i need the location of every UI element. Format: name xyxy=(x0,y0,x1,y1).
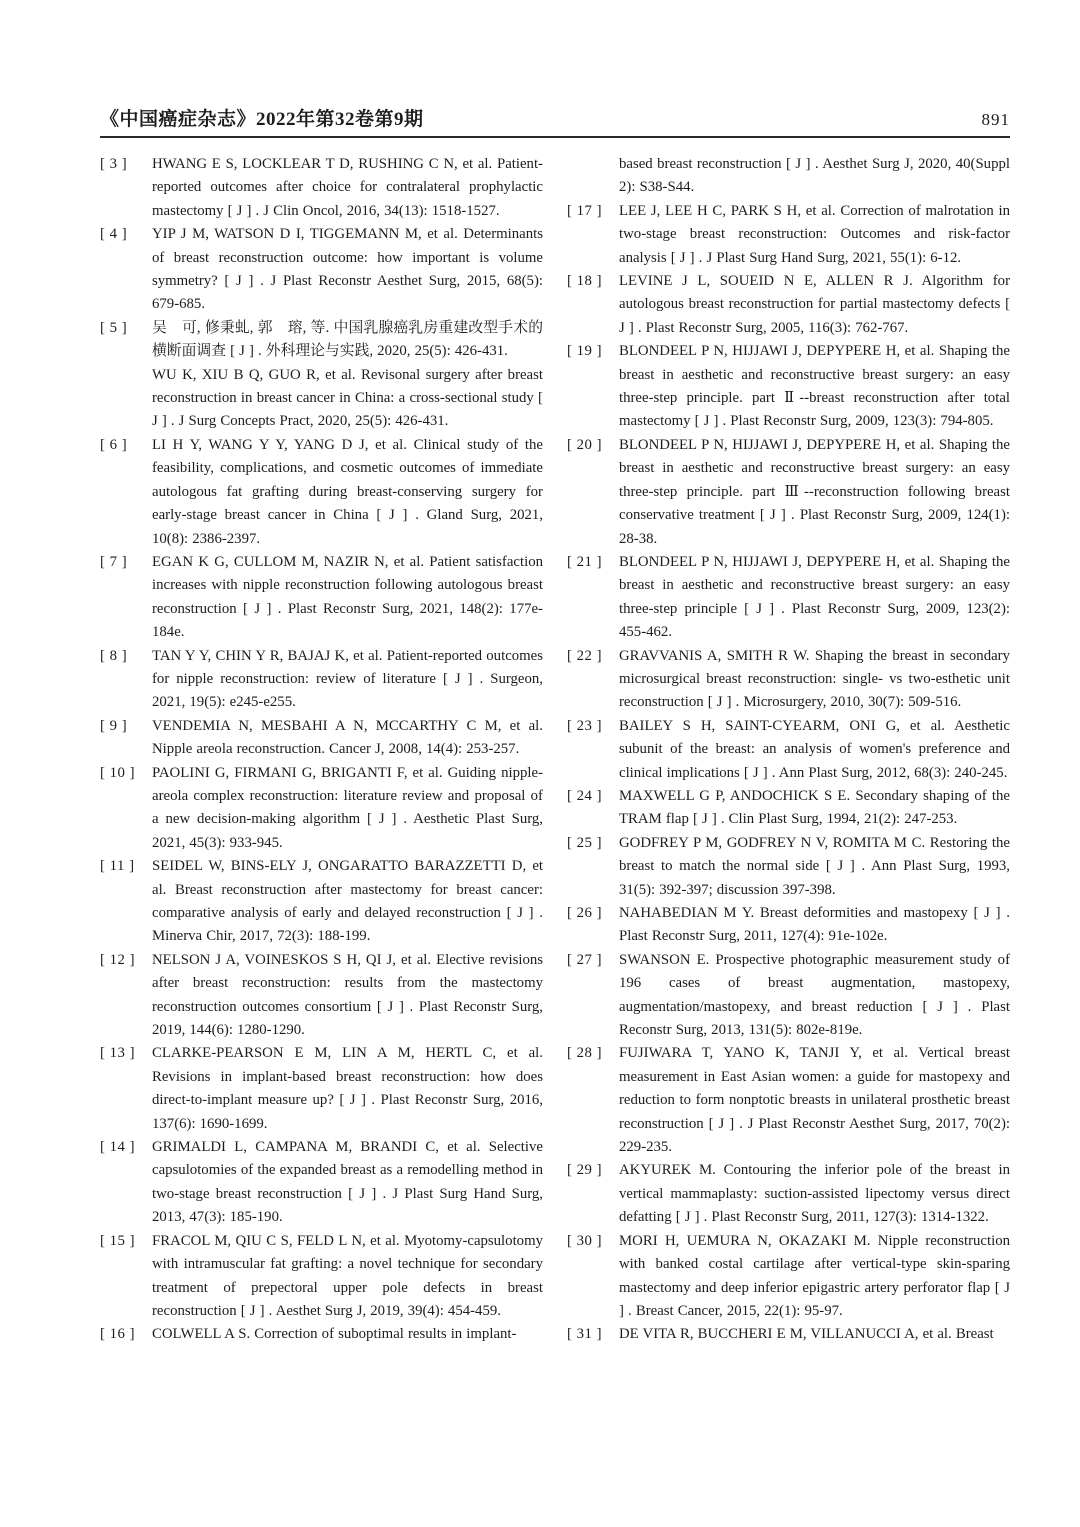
reference-item xyxy=(567,1042,1010,1159)
reference-text: TAN Y Y, CHIN Y R, BAJAJ K, et al. Patient-reported outcomes for nipple reconstruction: review of literature [ J ] . Surgeon, 2021, 19(5): e245-e255. xyxy=(152,647,543,711)
reference-number: [ 4 ] xyxy=(100,226,128,243)
reference-number: [ 10 ] xyxy=(100,764,136,781)
reference-item xyxy=(567,1323,1010,1346)
reference-number: [ 22 ] xyxy=(567,647,603,664)
reference-text: BLONDEEL P N, HIJJAWI J, DEPYPERE H, et al. Shaping the breast in aesthetic and reconstructive breast surgery: an easy three-step principle [ J ] . Plast Reconstr Surg, 2009, 123(2): 455-462. xyxy=(619,553,1010,641)
reference-number: [ 23 ] xyxy=(567,717,603,734)
reference-item xyxy=(100,1042,543,1136)
reference-item xyxy=(100,1230,543,1324)
reference-number: [ 14 ] xyxy=(100,1139,136,1156)
reference-item xyxy=(567,153,1010,200)
reference-item xyxy=(100,1323,543,1346)
reference-text: LEVINE J L, SOUEID N E, ALLEN R J. Algorithm for autologous breast reconstruction for partial mastectomy defects [ J ] . Plast Reconstr Surg, 2005, 116(3): 762-767. xyxy=(619,273,1010,336)
reference-item xyxy=(100,762,543,856)
reference-number: [ 13 ] xyxy=(100,1045,136,1062)
reference-number xyxy=(567,153,619,200)
reference-number: [ 16 ] xyxy=(100,1326,136,1343)
reference-text: EGAN K G, CULLOM M, NAZIR N, et al. Patient satisfaction increases with nipple reconstruction following autologous breast reconstruction [ J ] . Plast Reconstr Surg, 2021, 148(2): 177e-184e. xyxy=(152,553,543,641)
reference-text: AKYUREK M. Contouring the inferior pole of the breast in vertical mammaplasty: suction-assisted lipectomy versus direct defatting [ J ] . Plast Reconstr Surg, 2011, 127(3): 1314-1322. xyxy=(619,1162,1010,1226)
reference-item xyxy=(100,364,543,434)
reference-number: [ 7 ] xyxy=(100,553,128,570)
reference-item xyxy=(100,153,543,223)
reference-text: LEE J, LEE H C, PARK S H, et al. Correction of malrotation in two-stage breast reconstruction: Outcomes and risk-factor analysis [ J ] . J Plast Surg Hand Surg, 2021, 55(1): 6-12. xyxy=(619,202,1010,266)
reference-text: BLONDEEL P N, HIJJAWI J, DEPYPERE H, et al. Shaping the breast in aesthetic and reconstructive breast surgery: an easy three-step principle. part Ⅱ--breast reconstruction after total mastectomy [ J ] . Plast Reconstr Surg, 2009, 123(3): 794-805. xyxy=(619,343,1010,430)
reference-number: [ 9 ] xyxy=(100,717,128,734)
reference-number: [ 27 ] xyxy=(567,951,603,968)
reference-item xyxy=(567,434,1010,551)
reference-item xyxy=(567,1159,1010,1229)
reference-text: YIP J M, WATSON D I, TIGGEMANN M, et al. Determinants of breast reconstruction outcome: how important is volume symmetry? [ J ] . J Plast Reconstr Aesthet Surg, 2015, 68(5): 679-685. xyxy=(152,226,543,313)
reference-number: [ 3 ] xyxy=(100,156,128,172)
reference-item xyxy=(567,645,1010,715)
reference-number: [ 5 ] xyxy=(100,319,128,336)
reference-text: BAILEY S H, SAINT-CYEARM, ONI G, et al. Aesthetic subunit of the breast: an analysis of women's preference and clinical implications [ J ] . Ann Plast Surg, 2012, 68(3): 240-245. xyxy=(619,717,1010,781)
reference-number: [ 20 ] xyxy=(567,436,603,453)
reference-item xyxy=(100,715,543,762)
reference-text: PAOLINI G, FIRMANI G, BRIGANTI F, et al. Guiding nipple-areola complex reconstruction: literature review and proposal of a new decision-making algorithm [ J ] . Aesthetic Plast Surg, 2021, 45(3): 933-945. xyxy=(152,764,543,851)
reference-number: [ 28 ] xyxy=(567,1045,603,1062)
references-column-right xyxy=(567,153,1010,1347)
reference-number: [ 18 ] xyxy=(567,273,603,290)
reference-text: GODFREY P M, GODFREY N V, ROMITA M C. Restoring the breast to match the normal side [ J ] . Ann Plast Surg, 1993, 31(5): 392-397; discussion 397-398. xyxy=(619,834,1010,898)
reference-number xyxy=(100,364,152,434)
page-number: 891 xyxy=(981,110,1010,129)
reference-number: [ 21 ] xyxy=(567,553,603,570)
reference-text: MAXWELL G P, ANDOCHICK S E. Secondary shaping of the TRAM flap [ J ] . Clin Plast Surg, 1994, 21(2): 247-253. xyxy=(619,787,1010,828)
reference-number: [ 24 ] xyxy=(567,787,603,804)
reference-text: DE VITA R, BUCCHERI E M, VILLANUCCI A, et al. Breast xyxy=(619,1326,994,1343)
page-header xyxy=(100,104,1010,138)
reference-text: VENDEMIA N, MESBAHI A N, MCCARTHY C M, et al. Nipple areola reconstruction. Cancer J, 2008, 14(4): 253-257. xyxy=(152,717,543,758)
reference-text: CLARKE-PEARSON E M, LIN A M, HERTL C, et al. Revisions in implant-based breast reconstruction: how does direct-to-implant measure up? [ J ] . Plast Reconstr Surg, 2016, 137(6): 1690-1699. xyxy=(152,1045,543,1132)
reference-text: LI H Y, WANG Y Y, YANG D J, et al. Clinical study of the feasibility, complications, and cosmetic outcomes of immediate autologous fat grafting during breast-conserving surgery for early-stage breast cancer in China [ J ] . Gland Surg, 2021, 10(8): 2386-2397. xyxy=(152,436,543,547)
reference-item xyxy=(100,855,543,949)
reference-number: [ 25 ] xyxy=(567,834,603,851)
reference-item xyxy=(100,645,543,715)
reference-item xyxy=(100,434,543,551)
reference-text: COLWELL A S. Correction of suboptimal results in implant- xyxy=(152,1326,517,1343)
reference-number: [ 15 ] xyxy=(100,1232,136,1249)
reference-text: SEIDEL W, BINS-ELY J, ONGARATTO BARAZZETTI D, et al. Breast reconstruction after mastectomy for breast cancer: comparative analysis of early and delayed reconstruction [ J ] . Minerva Chir, 2017, 72(3): 188-199. xyxy=(152,858,543,945)
reference-item xyxy=(100,1136,543,1230)
reference-text: BLONDEEL P N, HIJJAWI J, DEPYPERE H, et al. Shaping the breast in aesthetic and reconstructive breast surgery: an easy three-step principle. part Ⅲ--reconstruction following breast conservative treatment [ J ] . Plast Reconstr Surg, 2009, 124(1): 28-38. xyxy=(619,436,1010,547)
reference-item xyxy=(100,317,543,364)
reference-number: [ 17 ] xyxy=(567,202,603,219)
reference-text: GRIMALDI L, CAMPANA M, BRANDI C, et al. Selective capsulotomies of the expanded breast as a remodelling method in two-stage breast reconstruction [ J ] . J Plast Surg Hand Surg, 2013, 47(3): 185-190. xyxy=(152,1139,543,1226)
reference-number: [ 30 ] xyxy=(567,1232,603,1249)
reference-item xyxy=(567,785,1010,832)
reference-item xyxy=(100,223,543,317)
reference-text: WU K, XIU B Q, GUO R, et al. Revisonal surgery after breast reconstruction in breast cancer in China: a cross-sectional study [ J ] . J Surg Concepts Pract, 2020, 25(5): 426-431. xyxy=(152,366,543,430)
reference-item xyxy=(100,551,543,645)
reference-text: based breast reconstruction [ J ] . Aesthet Surg J, 2020, 40(Suppl 2): S38-S44. xyxy=(619,156,1010,196)
reference-number: [ 29 ] xyxy=(567,1162,603,1179)
reference-text: MORI H, UEMURA N, OKAZAKI M. Nipple reconstruction with banked costal cartilage after vertical-type skin-sparing mastectomy and deep inferior epigastric artery perforator flap [ J ] . Breast Cancer, 2015, 22(1): 95-97. xyxy=(619,1232,1010,1319)
reference-text: NAHABEDIAN M Y. Breast deformities and mastopexy [ J ] . Plast Reconstr Surg, 2011, 127(4): 91e-102e. xyxy=(619,905,1010,945)
reference-item xyxy=(567,949,1010,1043)
reference-item xyxy=(100,949,543,1043)
reference-number: [ 11 ] xyxy=(100,858,135,875)
reference-item xyxy=(567,551,1010,645)
reference-number: [ 31 ] xyxy=(567,1326,603,1343)
reference-number: [ 26 ] xyxy=(567,905,603,921)
reference-number: [ 8 ] xyxy=(100,647,128,664)
reference-text: SWANSON E. Prospective photographic measurement study of 196 cases of breast augmentation, mastopexy, augmentation/mastopexy, and breast reduction [ J ] . Plast Reconstr Surg, 2013, 131(5): 802e-819e. xyxy=(619,951,1010,1039)
reference-text: 吴 可, 修秉虬, 郭 瑢, 等. 中国乳腺癌乳房重建改型手术的横断面调查 [ J ] . 外科理论与实践, 2020, 25(5): 426-431. xyxy=(152,319,543,360)
reference-number: [ 19 ] xyxy=(567,343,603,360)
reference-item xyxy=(567,832,1010,902)
reference-number: [ 12 ] xyxy=(100,951,136,968)
reference-text: HWANG E S, LOCKLEAR T D, RUSHING C N, et al. Patient-reported outcomes after choice for contralateral prophylactic mastectomy [ J ] . J Clin Oncol, 2016, 34(13): 1518-1527. xyxy=(152,156,543,219)
reference-item xyxy=(567,1230,1010,1324)
references-column-left xyxy=(100,153,543,1347)
reference-item xyxy=(567,270,1010,340)
references-section xyxy=(100,153,1010,1347)
reference-text: FUJIWARA T, YANO K, TANJI Y, et al. Vertical breast measurement in East Asian women: a guide for mastopexy and reduction to form nonptotic breasts in unilateral prosthetic breast reconstruction [ J ] . J Plast Reconstr Aesthet Surg, 2017, 70(2): 229-235. xyxy=(619,1045,1010,1156)
reference-text: GRAVVANIS A, SMITH R W. Shaping the breast in secondary microsurgical breast reconstruction: single- vs two-esthetic unit reconstruction [ J ] . Microsurgery, 2010, 30(7): 509-516. xyxy=(619,647,1010,711)
reference-item xyxy=(567,200,1010,270)
reference-text: NELSON J A, VOINESKOS S H, QI J, et al. Elective revisions after breast reconstruction: results from the mastectomy reconstruction outcomes consortium [ J ] . Plast Reconstr Surg, 2019, 144(6): 1280-1290. xyxy=(152,951,543,1039)
reference-text: FRACOL M, QIU C S, FELD L N, et al. Myotomy-capsulotomy with intramuscular fat grafting: a novel technique for secondary treatment of prepectoral upper pole defects in breast reconstruction [ J ] . Aesthet Surg J, 2019, 39(4): 454-459. xyxy=(152,1232,543,1319)
reference-item xyxy=(567,715,1010,785)
reference-number: [ 6 ] xyxy=(100,436,128,453)
journal-title: 《中国癌症杂志》2022年第32卷第9期 xyxy=(100,109,424,130)
reference-item xyxy=(567,902,1010,949)
reference-item xyxy=(567,340,1010,434)
